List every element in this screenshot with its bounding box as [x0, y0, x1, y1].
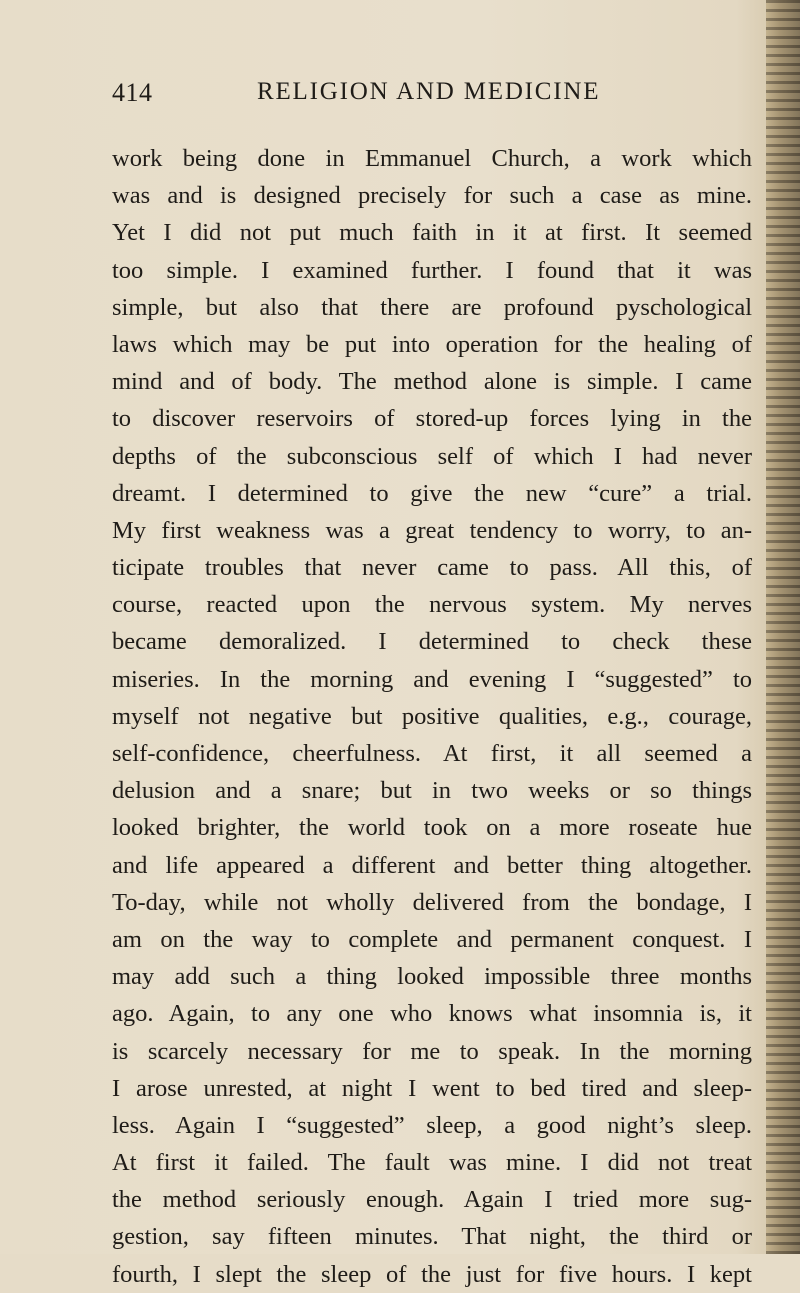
text-line: depths of the subconscious self of which I had never: [112, 442, 752, 470]
text-line: was and is designed precisely for such a case as mine.: [112, 182, 752, 210]
text-line: My first weakness was a great tendency to worry, to an-: [112, 516, 752, 544]
text-line: To-day, while not wholly delivered from the bondage, I: [112, 888, 752, 916]
text-line: ticipate troubles that never came to pass. All this, of: [112, 554, 752, 582]
text-line: miseries. In the morning and evening I “suggested” to: [112, 665, 752, 693]
text-line: delusion and a snare; but in two weeks or so things: [112, 777, 752, 805]
text-line: fourth, I slept the sleep of the just for five hours. I kept: [112, 1260, 752, 1288]
text-line: the method seriously enough. Again I tried more sug-: [112, 1186, 752, 1214]
text-line: gestion, say fifteen minutes. That night, the third or: [112, 1223, 752, 1251]
text-line: laws which may be put into operation for the healing of: [112, 330, 752, 358]
text-line: At first it failed. The fault was mine. I did not treat: [112, 1149, 752, 1177]
text-line: too simple. I examined further. I found that it was: [112, 256, 752, 284]
text-line: I arose unrested, at night I went to bed tired and sleep-: [112, 1074, 752, 1102]
text-line: dreamt. I determined to give the new “cure” a trial.: [112, 479, 752, 507]
text-line: Yet I did not put much faith in it at first. It seemed: [112, 219, 752, 247]
text-line: myself not negative but positive qualities, e.g., courage,: [112, 702, 752, 730]
text-line: course, reacted upon the nervous system. My nerves: [112, 591, 752, 619]
text-line: is scarcely necessary for me to speak. In the morning: [112, 1037, 752, 1065]
text-line: looked brighter, the world took on a more roseate hue: [112, 814, 752, 842]
running-head: [112, 78, 752, 112]
running-head-title: RELIGION AND MEDICINE: [257, 78, 601, 105]
text-line: simple, but also that there are profound pyschological: [112, 293, 752, 321]
page-number: 414: [112, 78, 153, 107]
body-text: [112, 140, 752, 1293]
text-line: less. Again I “suggested” sleep, a good night’s sleep.: [112, 1111, 752, 1139]
text-line: became demoralized. I determined to check these: [112, 628, 752, 656]
text-line: am on the way to complete and permanent conquest. I: [112, 925, 752, 953]
text-line: self-confidence, cheerfulness. At first, it all seemed a: [112, 740, 752, 767]
text-line: mind and of body. The method alone is simple. I came: [112, 368, 752, 396]
text-line: to discover reservoirs of stored-up forces lying in the: [112, 405, 752, 433]
text-line: work being done in Emmanuel Church, a work which: [112, 145, 752, 172]
text-line: ago. Again, to any one who knows what insomnia is, it: [112, 1000, 752, 1028]
text-line: may add such a thing looked impossible three months: [112, 963, 752, 991]
book-binding-edge: [766, 0, 800, 1254]
text-line: and life appeared a different and better thing altogether.: [112, 851, 752, 879]
